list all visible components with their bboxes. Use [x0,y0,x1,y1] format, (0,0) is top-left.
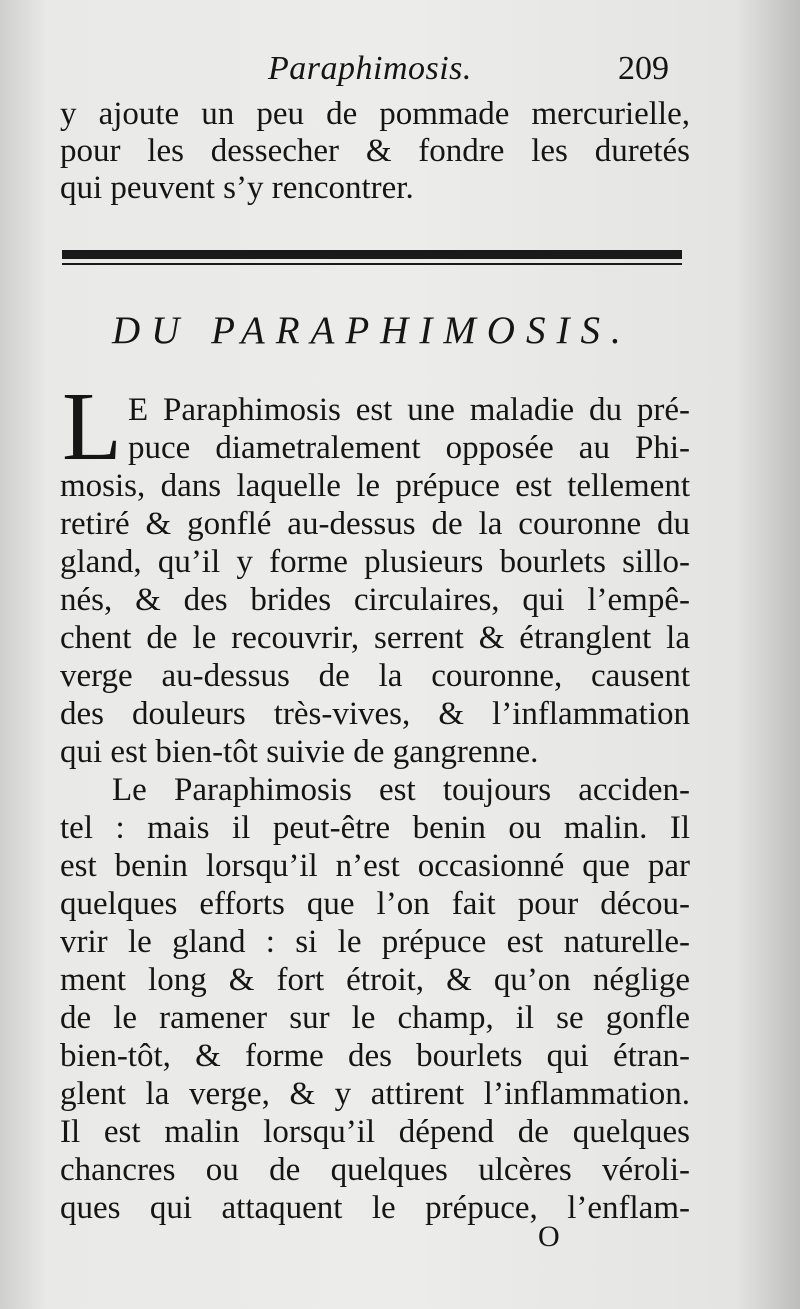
text-line: ques qui attaquent le prépuce, l’enflam- [60,1190,690,1226]
text-line: chent de le recouvrir, serrent & étranglent la [60,620,690,656]
text-line: retiré & gonflé au-dessus de la couronne du [60,506,690,542]
text-line: des douleurs très-vives, & l’inflammation [60,696,690,732]
text-line: verge au-dessus de la couronne, causent [60,658,690,694]
signature-mark: O [538,1220,560,1253]
page-number: 209 [618,50,669,87]
text-line: Il est malin lorsqu’il dépend de quelques [60,1114,690,1150]
text-line: qui est bien-tôt suivie de gangrenne. [60,734,539,770]
text-line: gland, qu’il y forme plusieurs bourlets sillo- [60,544,690,580]
text-line: bien-tôt, & forme des bourlets qui étran- [60,1038,690,1074]
text-line: E Paraphimosis est une maladie du pré- [128,392,690,428]
text-line: quelques efforts que l’on fait pour décou- [60,886,690,922]
text-line: qui peuvent s’y rencontrer. [60,170,414,206]
text-line: y ajoute un peu de pommade mercurielle, [60,96,690,132]
text-line: pour les dessecher & fondre les duretés [60,133,690,169]
text-line: est benin lorsqu’il n’est occasionné que par [60,848,690,884]
text-line: tel : mais il peut-être benin ou malin. Il [60,810,690,846]
section-divider-rule [62,250,682,265]
text-line: ment long & fort étroit, & qu’on néglige [60,962,690,998]
running-title: Paraphimosis. [268,50,472,87]
text-line: mosis, dans laquelle le prépuce est tellement [60,468,690,504]
section-heading: DU PARAPHIMOSIS. [112,309,632,352]
text-line: Le Paraphimosis est toujours acciden- [112,772,690,808]
text-line: glent la verge, & y attirent l’inflammation. [60,1076,690,1112]
text-line: vrir le gland : si le prépuce est naturelle- [60,924,690,960]
running-header [0,50,800,94]
text-line: de le ramener sur le champ, il se gonfle [60,1000,690,1036]
drop-cap: L [62,373,122,481]
text-line: nés, & des brides circulaires, qui l’empê- [60,582,690,618]
text-line: chancres ou de quelques ulcères véroli- [60,1152,690,1188]
text-line: puce diametralement opposée au Phi- [128,430,690,466]
